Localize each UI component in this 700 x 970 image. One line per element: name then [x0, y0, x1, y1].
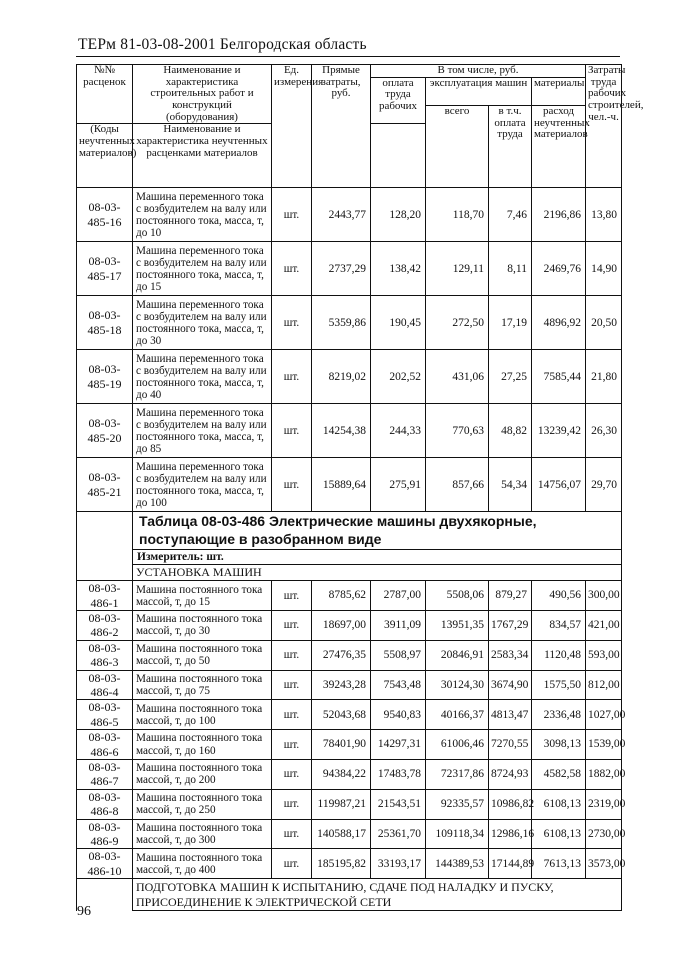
row-machine-labor: 8724,93 — [489, 759, 532, 789]
row-labor-pay: 5508,97 — [371, 640, 426, 670]
row-machine-total: 92335,57 — [426, 789, 489, 819]
column-header-materials: материалы — [532, 77, 586, 105]
row-code: 08-03-486-1 — [77, 581, 133, 611]
row-machine-labor: 17,19 — [489, 296, 532, 350]
row-direct-costs: 185195,82 — [312, 849, 371, 879]
row-labor-pay: 138,42 — [371, 242, 426, 296]
row-machine-labor: 27,25 — [489, 350, 532, 404]
row-labor-costs: 1882,00 — [586, 759, 622, 789]
row-direct-costs: 140588,17 — [312, 819, 371, 849]
table-row — [77, 458, 622, 512]
row-labor-pay: 275,91 — [371, 458, 426, 512]
row-unit: шт. — [272, 350, 312, 404]
row-machine-labor: 17144,89 — [489, 849, 532, 879]
row-unit: шт. — [272, 581, 312, 611]
row-name: Машина постоянного тока массой, т, до 250 — [133, 789, 272, 819]
row-code: 08-03-485-20 — [77, 404, 133, 458]
row-unit: шт. — [272, 759, 312, 789]
row-machine-labor: 7,46 — [489, 188, 532, 242]
page-number: 96 — [77, 904, 91, 919]
row-labor-costs: 1027,00 — [586, 700, 622, 730]
row-name: Машина переменного тока с возбудителем на валу или постоянного тока, масса, т, до 15 — [133, 242, 272, 296]
row-unit: шт. — [272, 849, 312, 879]
table-row — [77, 789, 622, 819]
row-labor-costs: 13,80 — [586, 188, 622, 242]
row-direct-costs: 15889,64 — [312, 458, 371, 512]
table-row — [77, 296, 622, 350]
row-machine-labor: 3674,90 — [489, 670, 532, 700]
row-machine-labor: 1767,29 — [489, 611, 532, 641]
row-labor-costs: 812,00 — [586, 670, 622, 700]
row-unit: шт. — [272, 700, 312, 730]
row-machine-labor: 12986,16 — [489, 819, 532, 849]
row-direct-costs: 119987,21 — [312, 789, 371, 819]
table-row — [77, 849, 622, 879]
row-materials: 4896,92 — [532, 296, 586, 350]
table-row — [77, 581, 622, 611]
row-materials: 2196,86 — [532, 188, 586, 242]
section-heading-row — [77, 565, 622, 581]
row-labor-pay: 14297,31 — [371, 730, 426, 760]
row-code: 08-03-486-3 — [77, 640, 133, 670]
empty-cell — [77, 565, 133, 581]
row-labor-costs: 1539,00 — [586, 730, 622, 760]
column-header-unit: Ед. измерения — [272, 65, 312, 188]
row-machine-labor: 4813,47 — [489, 700, 532, 730]
table-row — [77, 350, 622, 404]
column-header-name: Наименование и характеристика строительных работ и конструкций (оборудования) — [133, 65, 272, 124]
table-row — [77, 759, 622, 789]
row-name: Машина постоянного тока массой, т, до 100 — [133, 700, 272, 730]
table-row — [77, 670, 622, 700]
row-labor-costs: 2319,00 — [586, 789, 622, 819]
row-machine-total: 118,70 — [426, 188, 489, 242]
row-name: Машина переменного тока с возбудителем на валу или постоянного тока, масса, т, до 10 — [133, 188, 272, 242]
column-header-code-unaccounted: (Коды неучтенных материалов) — [77, 124, 133, 188]
column-header-name-unaccounted: Наименование и характеристика неучтенных расценками материалов — [133, 124, 272, 188]
table-row — [77, 404, 622, 458]
row-machine-total: 5508,06 — [426, 581, 489, 611]
column-header-labor-pay-blank — [371, 124, 426, 188]
row-machine-total: 13951,35 — [426, 611, 489, 641]
row-labor-costs: 20,50 — [586, 296, 622, 350]
row-labor-pay: 2787,00 — [371, 581, 426, 611]
row-labor-costs: 421,00 — [586, 611, 622, 641]
row-direct-costs: 78401,90 — [312, 730, 371, 760]
row-code: 08-03-486-6 — [77, 730, 133, 760]
row-materials: 6108,13 — [532, 819, 586, 849]
row-machine-labor: 7270,55 — [489, 730, 532, 760]
row-materials: 6108,13 — [532, 789, 586, 819]
page-header-title: ТЕРм 81-03-08-2001 Белгородская область — [78, 36, 367, 53]
row-name: Машина постоянного тока массой, т, до 200 — [133, 759, 272, 789]
row-materials: 3098,13 — [532, 730, 586, 760]
row-name: Машина постоянного тока массой, т, до 50 — [133, 640, 272, 670]
row-labor-pay: 25361,70 — [371, 819, 426, 849]
row-unit: шт. — [272, 670, 312, 700]
row-direct-costs: 27476,35 — [312, 640, 371, 670]
row-labor-pay: 21543,51 — [371, 789, 426, 819]
row-code: 08-03-485-16 — [77, 188, 133, 242]
row-unit: шт. — [272, 458, 312, 512]
section-heading: ПОДГОТОВКА МАШИН К ИСПЫТАНИЮ, СДАЧЕ ПОД НАЛАДКУ И ПУСКУ, ПРИСОЕДИНЕНИЕ К ЭЛЕКТРИЧЕСКОЙ СЕТИ — [133, 879, 622, 911]
row-code: 08-03-486-5 — [77, 700, 133, 730]
row-materials: 4582,58 — [532, 759, 586, 789]
row-labor-pay: 190,45 — [371, 296, 426, 350]
header-divider — [76, 56, 620, 57]
table-row — [77, 611, 622, 641]
row-machine-total: 272,50 — [426, 296, 489, 350]
row-name: Машина переменного тока с возбудителем на валу или постоянного тока, масса, т, до 100 — [133, 458, 272, 512]
section-heading: УСТАНОВКА МАШИН — [133, 565, 622, 581]
row-machine-total: 144389,53 — [426, 849, 489, 879]
row-unit: шт. — [272, 296, 312, 350]
row-machine-labor: 879,27 — [489, 581, 532, 611]
row-direct-costs: 52043,68 — [312, 700, 371, 730]
row-direct-costs: 94384,22 — [312, 759, 371, 789]
empty-cell — [77, 550, 133, 565]
row-direct-costs: 18697,00 — [312, 611, 371, 641]
row-direct-costs: 2443,77 — [312, 188, 371, 242]
row-unit: шт. — [272, 789, 312, 819]
row-labor-costs: 21,80 — [586, 350, 622, 404]
row-labor-costs: 593,00 — [586, 640, 622, 670]
row-labor-costs: 2730,00 — [586, 819, 622, 849]
column-header-labor-costs: Затраты труда рабочих строителей, чел.-ч. — [586, 65, 622, 188]
column-header-machine-operation: эксплуатация машин — [426, 77, 532, 105]
table-row — [77, 188, 622, 242]
row-materials: 1575,50 — [532, 670, 586, 700]
row-name: Машина переменного тока с возбудителем на валу или постоянного тока, масса, т, до 30 — [133, 296, 272, 350]
row-labor-pay: 244,33 — [371, 404, 426, 458]
section-heading-row — [77, 879, 622, 911]
column-header-machine-labor: в т.ч. оплата труда — [489, 105, 532, 187]
row-machine-total: 20846,91 — [426, 640, 489, 670]
row-labor-pay: 7543,48 — [371, 670, 426, 700]
row-machine-total: 109118,34 — [426, 819, 489, 849]
row-direct-costs: 8219,02 — [312, 350, 371, 404]
row-labor-costs: 29,70 — [586, 458, 622, 512]
table-title: Таблица 08-03-486 Электрические машины двухякорные, поступающие в разобранном виде — [133, 512, 622, 550]
row-unit: шт. — [272, 188, 312, 242]
row-labor-pay: 128,20 — [371, 188, 426, 242]
row-code: 08-03-485-19 — [77, 350, 133, 404]
row-labor-costs: 14,90 — [586, 242, 622, 296]
row-materials: 13239,42 — [532, 404, 586, 458]
row-name: Машина постоянного тока массой, т, до 75 — [133, 670, 272, 700]
row-code: 08-03-486-7 — [77, 759, 133, 789]
column-header-materials-unaccounted: расход неучтенных материалов — [532, 105, 586, 187]
row-materials: 7585,44 — [532, 350, 586, 404]
row-materials: 2336,48 — [532, 700, 586, 730]
row-materials: 490,56 — [532, 581, 586, 611]
row-machine-total: 431,06 — [426, 350, 489, 404]
row-materials: 7613,13 — [532, 849, 586, 879]
row-name: Машина постоянного тока массой, т, до 400 — [133, 849, 272, 879]
row-machine-labor: 54,34 — [489, 458, 532, 512]
row-name: Машина постоянного тока массой, т, до 30 — [133, 611, 272, 641]
row-unit: шт. — [272, 819, 312, 849]
row-materials: 834,57 — [532, 611, 586, 641]
row-unit: шт. — [272, 730, 312, 760]
row-labor-pay: 17483,78 — [371, 759, 426, 789]
column-header-labor-pay: оплата труда рабочих — [371, 77, 426, 124]
row-labor-pay: 202,52 — [371, 350, 426, 404]
table-row — [77, 730, 622, 760]
row-machine-total: 129,11 — [426, 242, 489, 296]
row-labor-pay: 33193,17 — [371, 849, 426, 879]
table-row — [77, 640, 622, 670]
column-header-direct-costs: Прямые затраты, руб. — [312, 65, 371, 188]
empty-cell — [77, 512, 133, 550]
row-unit: шт. — [272, 242, 312, 296]
row-code: 08-03-486-10 — [77, 849, 133, 879]
row-code: 08-03-486-4 — [77, 670, 133, 700]
price-table — [76, 64, 644, 911]
column-header-including: В том числе, руб. — [371, 65, 586, 78]
row-name: Машина постоянного тока массой, т, до 15 — [133, 581, 272, 611]
row-machine-labor: 8,11 — [489, 242, 532, 296]
table-row — [77, 819, 622, 849]
row-name: Машина постоянного тока массой, т, до 160 — [133, 730, 272, 760]
row-machine-total: 61006,46 — [426, 730, 489, 760]
row-machine-labor: 48,82 — [489, 404, 532, 458]
row-code: 08-03-485-21 — [77, 458, 133, 512]
row-materials: 14756,07 — [532, 458, 586, 512]
row-machine-labor: 2583,34 — [489, 640, 532, 670]
measure-label-row — [77, 550, 622, 565]
row-direct-costs: 39243,28 — [312, 670, 371, 700]
row-unit: шт. — [272, 404, 312, 458]
row-labor-pay: 9540,83 — [371, 700, 426, 730]
row-machine-total: 857,66 — [426, 458, 489, 512]
row-name: Машина переменного тока с возбудителем на валу или постоянного тока, масса, т, до 40 — [133, 350, 272, 404]
row-direct-costs: 2737,29 — [312, 242, 371, 296]
row-materials: 1120,48 — [532, 640, 586, 670]
row-machine-total: 40166,37 — [426, 700, 489, 730]
header-row — [77, 65, 622, 78]
row-code: 08-03-485-17 — [77, 242, 133, 296]
row-materials: 2469,76 — [532, 242, 586, 296]
row-machine-labor: 10986,82 — [489, 789, 532, 819]
row-direct-costs: 14254,38 — [312, 404, 371, 458]
row-code: 08-03-486-8 — [77, 789, 133, 819]
row-machine-total: 30124,30 — [426, 670, 489, 700]
row-unit: шт. — [272, 640, 312, 670]
row-labor-costs: 26,30 — [586, 404, 622, 458]
row-unit: шт. — [272, 611, 312, 641]
row-machine-total: 770,63 — [426, 404, 489, 458]
measure-label: Измеритель: шт. — [133, 550, 622, 565]
row-machine-total: 72317,86 — [426, 759, 489, 789]
table-title-row — [77, 512, 622, 550]
row-code: 08-03-485-18 — [77, 296, 133, 350]
column-header-code: №№ расценок — [77, 65, 133, 124]
row-code: 08-03-486-9 — [77, 819, 133, 849]
row-labor-pay: 3911,09 — [371, 611, 426, 641]
table-row — [77, 242, 622, 296]
row-labor-costs: 300,00 — [586, 581, 622, 611]
row-name: Машина постоянного тока массой, т, до 300 — [133, 819, 272, 849]
column-header-machine-total: всего — [426, 105, 489, 187]
row-direct-costs: 8785,62 — [312, 581, 371, 611]
table-row — [77, 700, 622, 730]
row-direct-costs: 5359,86 — [312, 296, 371, 350]
row-labor-costs: 3573,00 — [586, 849, 622, 879]
row-name: Машина переменного тока с возбудителем на валу или постоянного тока, масса, т, до 85 — [133, 404, 272, 458]
row-code: 08-03-486-2 — [77, 611, 133, 641]
